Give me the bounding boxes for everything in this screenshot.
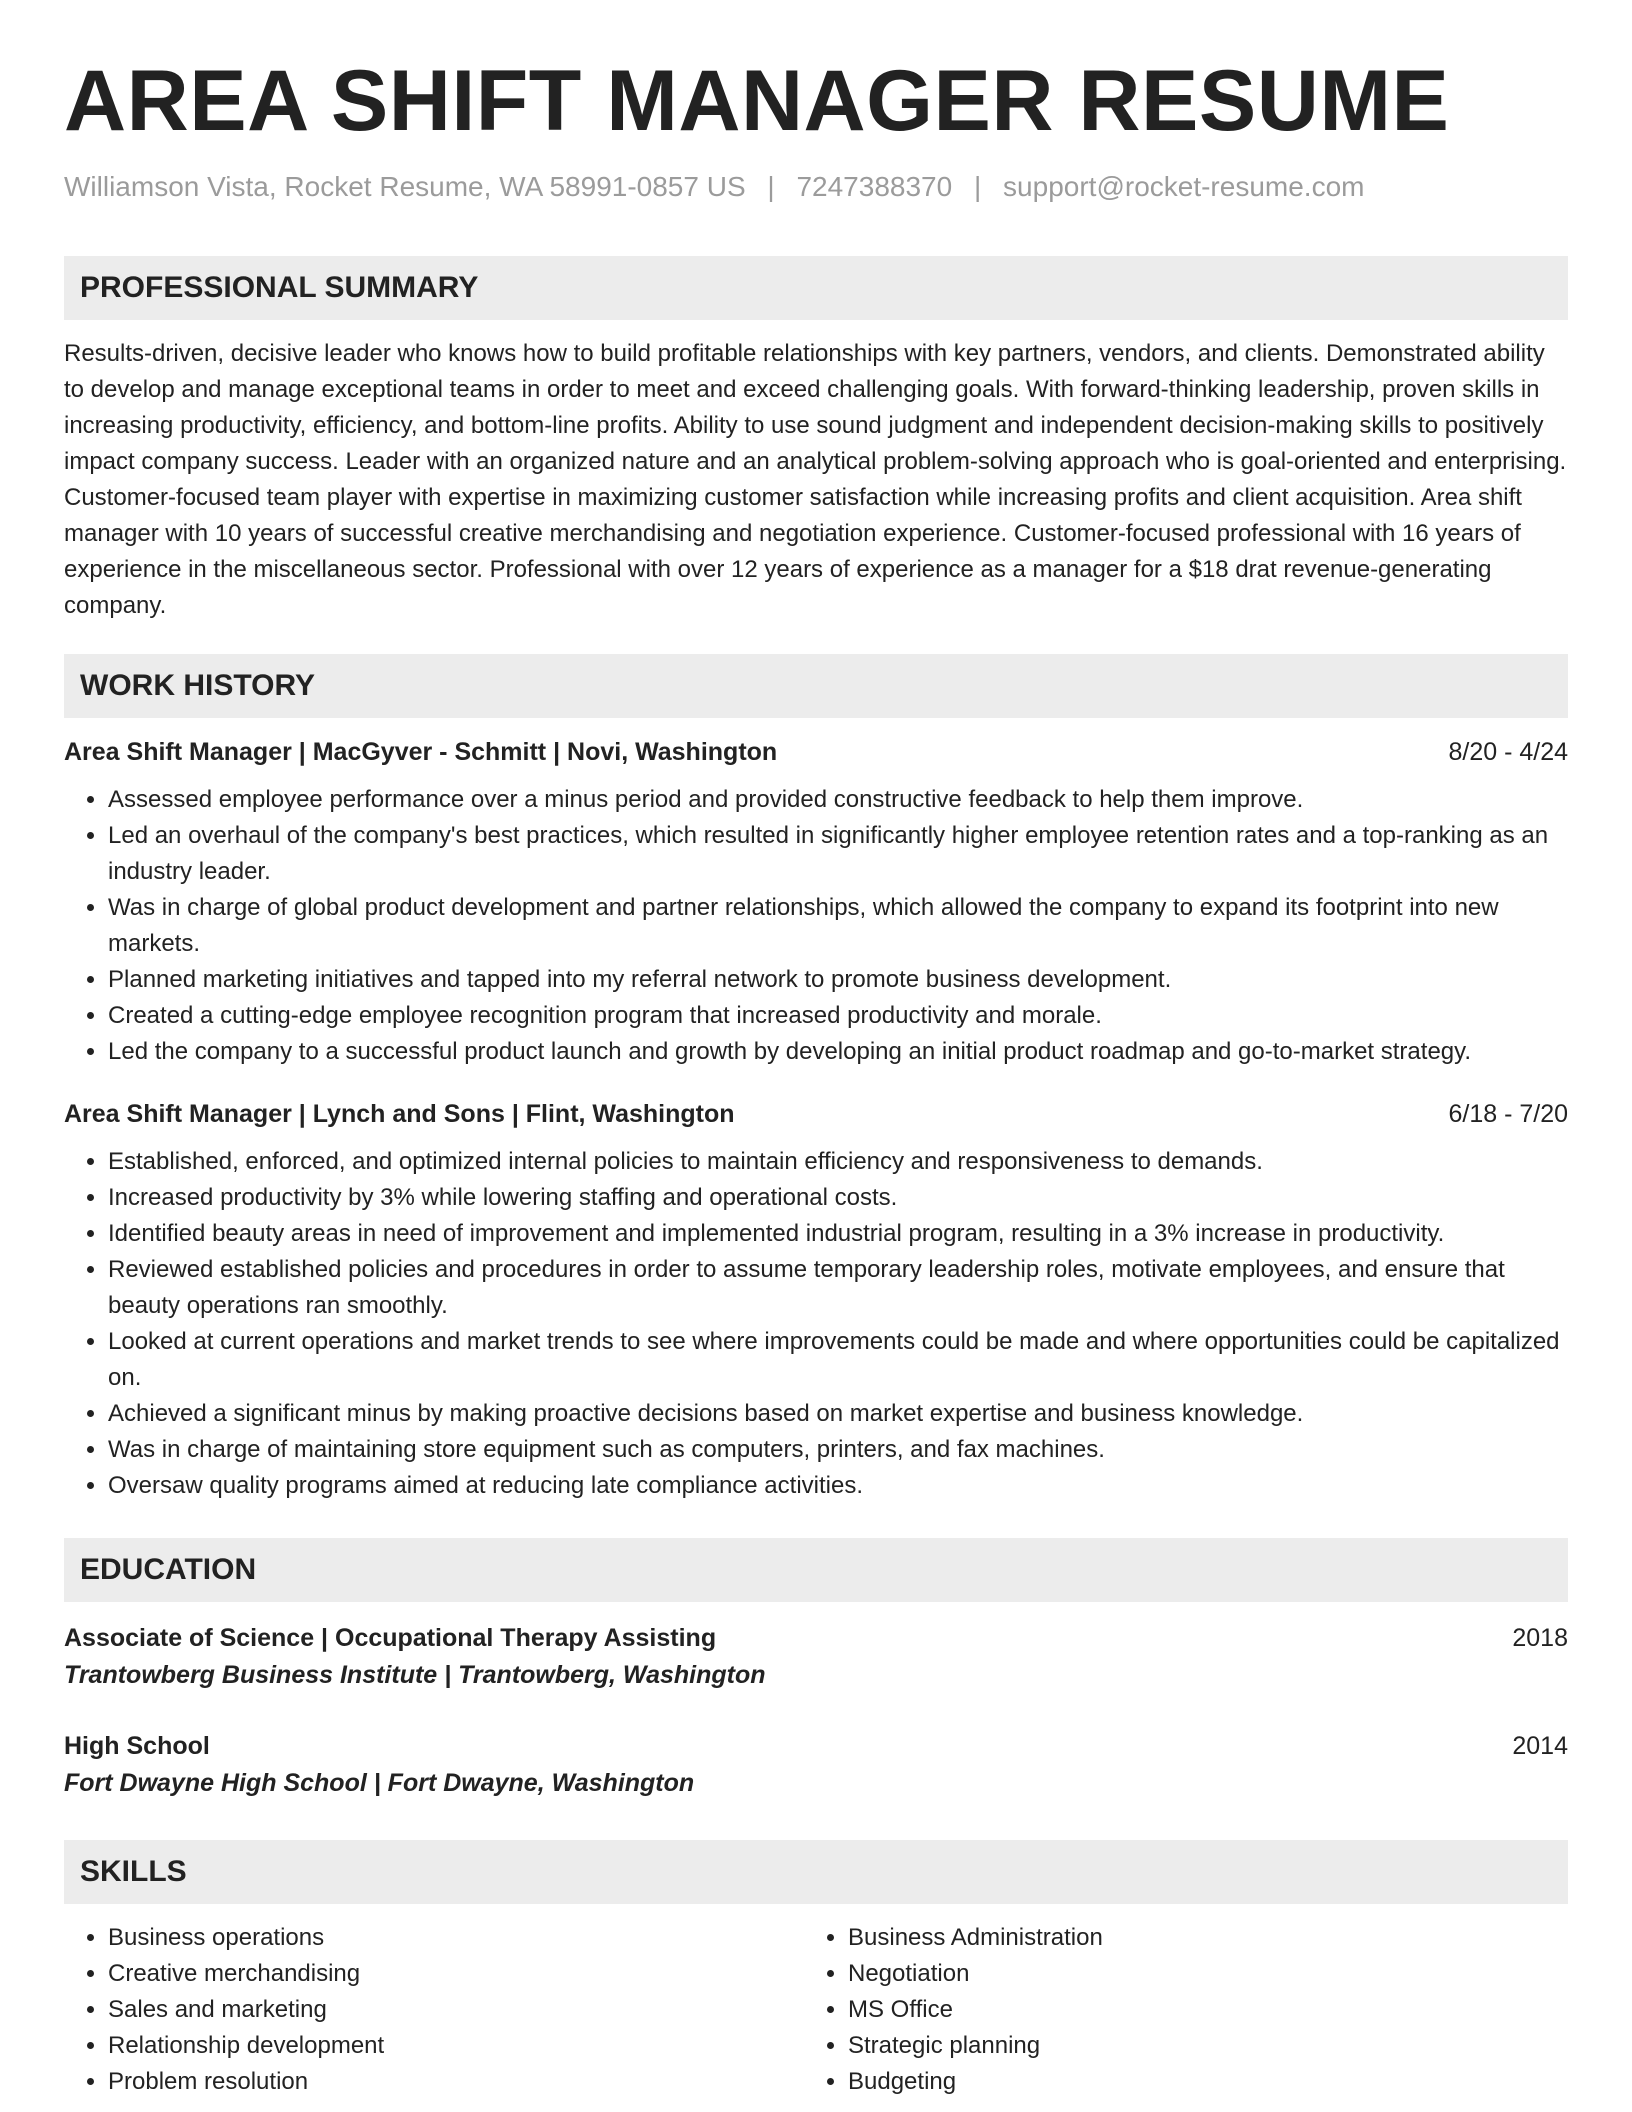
job-dates: 8/20 - 4/24 [1448, 737, 1568, 766]
skill-item: • Creative merchandising [108, 1956, 804, 1992]
job-bullet: • Led the company to a successful product launch and growth by developing an initial product roadmap and go-to-market strategy. [108, 1034, 1568, 1070]
job-bullet-list [64, 1144, 1568, 1504]
skill-item: • MS Office [848, 1992, 1544, 2028]
job-bullet: • Identified beauty areas in need of improvement and implemented industrial program, resulting in a 3% increase in productivity. [108, 1216, 1568, 1252]
contact-line [64, 170, 1568, 204]
job-title: Area Shift Manager | Lynch and Sons | Flint, Washington [64, 1099, 735, 1128]
education-entry [64, 1728, 1568, 1802]
job-bullet: • Reviewed established policies and procedures in order to assume temporary leadership roles, motivate employees, and ensure that beauty operations ran smoothly. [108, 1252, 1568, 1324]
job-title: Area Shift Manager | MacGyver - Schmitt | Novi, Washington [64, 737, 778, 766]
contact-separator: | [767, 171, 775, 202]
skills-list [64, 1920, 804, 2100]
skill-item: • Business operations [108, 1920, 804, 1956]
skills-column-right [804, 1920, 1544, 2100]
job-header [64, 734, 1568, 770]
job-bullet: • Assessed employee performance over a minus period and provided constructive feedback to help them improve. [108, 782, 1568, 818]
job-bullet: • Established, enforced, and optimized internal policies to maintain efficiency and responsiveness to demands. [108, 1144, 1568, 1180]
summary-section-header: PROFESSIONAL SUMMARY [64, 256, 1568, 320]
education-degree: High School [64, 1731, 210, 1760]
job-bullet: • Was in charge of global product development and partner relationships, which allowed the company to expand its footprint into new markets. [108, 890, 1568, 962]
skill-item: • Sales and marketing [108, 1992, 804, 2028]
skill-item: • Strategic planning [848, 2028, 1544, 2064]
education-header [64, 1620, 1568, 1656]
education-school: Trantowberg Business Institute | Trantowberg, Washington [64, 1660, 766, 1689]
education-entry [64, 1620, 1568, 1694]
education-year: 2014 [1512, 1731, 1568, 1760]
summary-text: Results-driven, decisive leader who knows how to build profitable relationships with key partners, vendors, and clients. Demonstrated ability to develop and manage exceptional teams in order to meet and exceed challenging goals. With forward-thinking leadership, proven skills in increasing productivity, efficiency, and bottom-line profits. Ability to use sound judgment and independent decision-making skills to positively impact company success. Leader with an organized nature and an analytical problem-solving approach who is goal-oriented and enterprising. Customer-focused team player with expertise in maximizing customer satisfaction while increasing profits and client acquisition. Area shift manager with 10 years of successful creative merchandising and negotiation experience. Customer-focused professional with 16 years of experience in the miscellaneous sector. Professional with over 12 years of experience as a manager for a $18 drat revenue-generating company. [64, 339, 1567, 619]
skill-item: • Problem resolution [108, 2064, 804, 2100]
education-degree: Associate of Science | Occupational Therapy Assisting [64, 1623, 717, 1652]
skills-columns [64, 1920, 1568, 2100]
job-bullet: • Looked at current operations and market trends to see where improvements could be made and where opportunities could be capitalized on. [108, 1324, 1568, 1396]
education-school: Fort Dwayne High School | Fort Dwayne, Washington [64, 1768, 695, 1797]
skills-column-left [64, 1920, 804, 2100]
contact-email: support@rocket-resume.com [1003, 171, 1365, 202]
skills-list [804, 1920, 1544, 2100]
education-header [64, 1728, 1568, 1764]
education-section-header: EDUCATION [64, 1538, 1568, 1602]
job-bullet: • Led an overhaul of the company's best practices, which resulted in significantly higher employee retention rates and a top-ranking as an industry leader. [108, 818, 1568, 890]
job-bullet-list [64, 782, 1568, 1070]
work-section-header: WORK HISTORY [64, 654, 1568, 718]
job-dates: 6/18 - 7/20 [1448, 1099, 1568, 1128]
skill-item: • Business Administration [848, 1920, 1544, 1956]
job-header [64, 1096, 1568, 1132]
skill-item: • Negotiation [848, 1956, 1544, 1992]
skills-section-header: SKILLS [64, 1840, 1568, 1904]
job-bullet: • Planned marketing initiatives and tapped into my referral network to promote business development. [108, 962, 1568, 998]
contact-separator: | [973, 171, 982, 202]
resume-title: AREA SHIFT MANAGER RESUME [64, 53, 1450, 149]
education-year: 2018 [1512, 1623, 1568, 1652]
contact-address: Williamson Vista, Rocket Resume, WA 58991-0857 US [64, 171, 746, 202]
job-bullet: • Increased productivity by 3% while lowering staffing and operational costs. [108, 1180, 1568, 1216]
job-bullet: • Achieved a significant minus by making proactive decisions based on market expertise and business knowledge. [108, 1396, 1568, 1432]
skill-item: • Relationship development [108, 2028, 804, 2064]
contact-phone: 7247388370 [796, 171, 953, 202]
skill-item: • Budgeting [848, 2064, 1544, 2100]
job-bullet: • Created a cutting-edge employee recognition program that increased productivity and morale. [108, 998, 1568, 1034]
job-bullet: • Was in charge of maintaining store equipment such as computers, printers, and fax machines. [108, 1432, 1568, 1468]
job-bullet: • Oversaw quality programs aimed at reducing late compliance activities. [108, 1468, 1568, 1504]
